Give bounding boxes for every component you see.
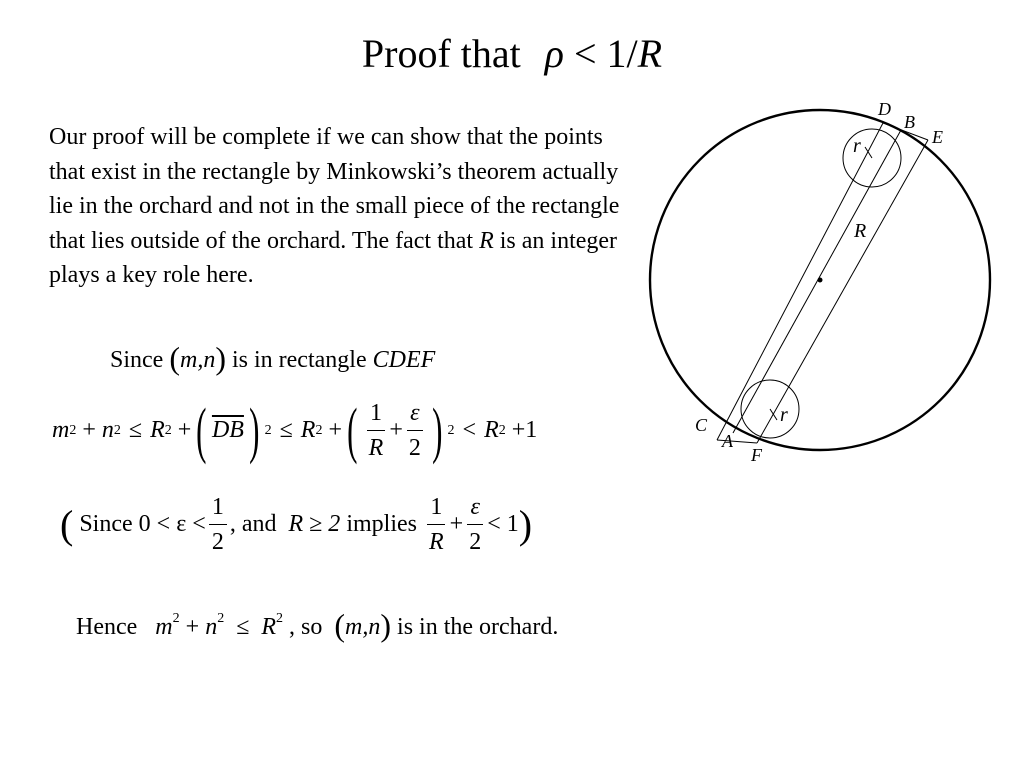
proof-paragraph: Our proof will be complete if we can show that the points that exist in the rectangle by Minkowski’s theorem actually lie in the orchard and not in the small piece of the rectangle that lies outside of the orchard. The fact that R is an integer plays a key role here. (49, 124, 620, 288)
label-B: B (904, 112, 915, 132)
parenthetical-note: ( Since 0 < ε < $\frac{1}{2}$ , and R ≥ 2 implies $\frac{1}{R}$ + $\frac{\varepsilon}{2}$ < 1 ) (60, 494, 533, 555)
label-R: R (854, 220, 867, 242)
label-E: E (932, 127, 943, 147)
conclusion-line: Hence $m^2 + n^2 \le R^2$ , so (m,n) is in the orchard. (76, 607, 559, 643)
slide-title: Proof that ρ < 1/R (361, 31, 663, 76)
title-formula: ρ < 1/R (544, 31, 663, 76)
label-r-top: r (853, 135, 861, 157)
side-CD (717, 123, 883, 440)
main-inequality: m 2 + n 2 ≤ R 2 + ( $\overline{DB}$ ) 2 ≤ R 2 + ( $\frac{1}{R}$ + $\frac{\varepsilon}{2}$ ) 2 < R 2 +1 (52, 396, 538, 465)
label-D: D (878, 99, 891, 119)
label-F: F (751, 445, 762, 465)
segment-AB (733, 130, 901, 433)
orchard-diagram (640, 95, 1010, 485)
label-r-bottom: r (780, 404, 788, 426)
since-line: Since (m,n) is in rectangle CDEF (110, 340, 436, 376)
side-FE (757, 140, 928, 443)
label-C: C (695, 415, 708, 435)
label-A: A (722, 431, 733, 451)
